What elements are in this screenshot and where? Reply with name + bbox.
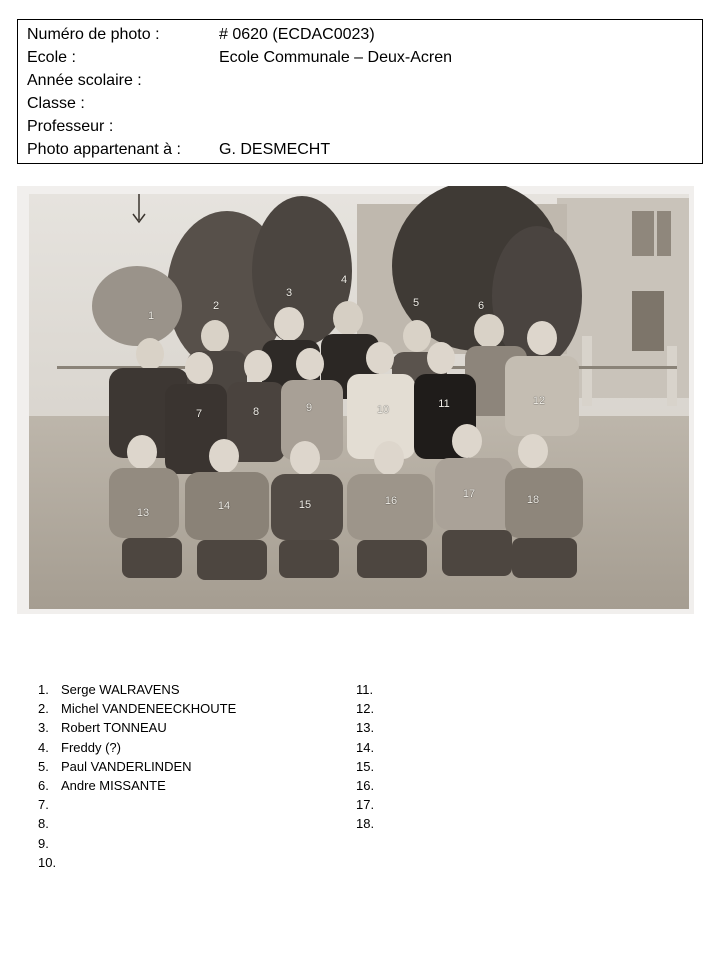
- list-name: Michel VANDENEECKHOUTE: [61, 701, 237, 717]
- list-item: [38, 776, 338, 795]
- photo-number-label: 11: [438, 398, 450, 410]
- list-item: [356, 776, 656, 795]
- photo-number-label: 18: [526, 494, 540, 506]
- list-number: 13.: [356, 720, 375, 736]
- list-number: 15.: [356, 758, 375, 774]
- photo-number-label: 9: [305, 402, 313, 414]
- names-list-right: [356, 680, 656, 834]
- list-name: Robert TONNEAU: [61, 720, 167, 736]
- photo-number-label: 6: [477, 300, 485, 312]
- list-item: [356, 814, 656, 833]
- list-number: 17.: [356, 797, 375, 813]
- list-number: 14.: [356, 739, 375, 755]
- list-number: 11.: [356, 682, 374, 697]
- photo-number-label: 10: [376, 404, 390, 416]
- list-item: [38, 757, 338, 776]
- list-number: 8.: [38, 816, 49, 832]
- list-item: [38, 718, 338, 737]
- photo-number-label: 8: [252, 406, 260, 418]
- list-item: [38, 795, 338, 814]
- photo-number-label: 5: [412, 297, 420, 309]
- list-item: [38, 738, 338, 757]
- photo-number-label: 17: [462, 488, 476, 500]
- photo-number-label: 3: [285, 287, 293, 299]
- list-number: 10.: [38, 854, 57, 870]
- list-item: [38, 834, 338, 853]
- photo-number-label: 15: [298, 499, 312, 511]
- list-item: [356, 757, 656, 776]
- list-item: [356, 795, 656, 814]
- info-value: Ecole Communale – Deux-Acren: [219, 49, 452, 66]
- list-item: [38, 680, 338, 699]
- info-label: Numéro de photo :: [27, 26, 160, 43]
- info-label: Photo appartenant à :: [27, 141, 181, 158]
- photo-number-label: 1: [147, 310, 155, 322]
- list-number: 9.: [38, 835, 49, 851]
- photo-number-label: 7: [195, 408, 203, 420]
- list-item: [356, 718, 656, 737]
- list-number: 1.: [38, 682, 49, 697]
- list-number: 16.: [356, 777, 375, 793]
- photo-number-label: 13: [136, 507, 150, 519]
- list-item: [356, 680, 656, 699]
- info-value: G. DESMECHT: [219, 141, 331, 158]
- list-number: 4.: [38, 739, 49, 755]
- class-photo-image: [17, 186, 694, 614]
- list-number: 6.: [38, 777, 49, 793]
- list-number: 12.: [356, 701, 375, 717]
- photo-number-label: 16: [384, 495, 398, 507]
- info-label: Professeur :: [27, 118, 114, 135]
- info-value: # 0620 (ECDAC0023): [219, 26, 375, 43]
- photo-number-label: 12: [532, 395, 546, 407]
- list-number: 18.: [356, 816, 375, 832]
- info-label: Ecole :: [27, 49, 76, 66]
- photo-number-label: 14: [217, 500, 231, 512]
- class-photo: [17, 186, 694, 614]
- info-label: Année scolaire :: [27, 72, 142, 89]
- photo-number-label: 4: [340, 274, 348, 286]
- info-label: Classe :: [27, 95, 85, 112]
- names-list-left: [38, 680, 338, 872]
- photo-info-box: [17, 19, 703, 164]
- list-item: [38, 814, 338, 833]
- list-name: Paul VANDERLINDEN: [61, 758, 192, 774]
- list-name: Freddy (?): [61, 739, 121, 755]
- photo-number-label: 2: [212, 300, 220, 312]
- list-name: Andre MISSANTE: [61, 777, 166, 793]
- list-number: 2.: [38, 701, 49, 717]
- list-item: [356, 738, 656, 757]
- list-item: [38, 699, 338, 718]
- list-number: 5.: [38, 758, 49, 774]
- list-number: 7.: [38, 797, 49, 813]
- list-number: 3.: [38, 720, 49, 736]
- list-item: [356, 699, 656, 718]
- list-item: [38, 853, 338, 872]
- list-name: Serge WALRAVENS: [61, 682, 180, 697]
